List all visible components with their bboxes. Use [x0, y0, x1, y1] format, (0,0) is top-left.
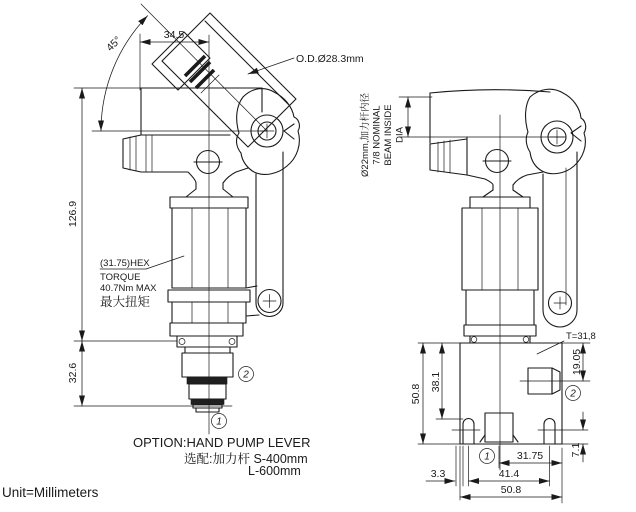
lever-angle-label: 45°	[104, 34, 124, 54]
hex-note-line1: (31.75)HEX	[100, 258, 150, 269]
hole-span-label: 41.4	[498, 468, 520, 480]
side-view	[359, 89, 596, 503]
bottom-port	[485, 413, 513, 442]
unit-note: Unit=Millimeters	[2, 485, 99, 500]
block-width-label: 50.8	[500, 484, 522, 496]
hex-note-line4: 最大扭矩	[100, 295, 151, 309]
front-dimensions	[67, 16, 364, 429]
front-view	[67, 4, 364, 434]
beam-note-line4: DIA	[394, 127, 406, 143]
port-to-edge-label: 31.75	[516, 450, 544, 462]
front-cartridge	[182, 35, 233, 434]
option-note-line2: 选配:加力杆 S-400mm	[184, 452, 308, 466]
lever-offset-label: 34.5	[163, 29, 185, 41]
oring-band	[187, 377, 227, 384]
option-note-line3: L-600mm	[248, 464, 301, 478]
thread-depth-label: T=31,8	[566, 331, 596, 342]
overall-height-label: 126.9	[67, 200, 79, 228]
hole-center-label: 38.1	[430, 371, 442, 393]
port-center-label: 19.05	[571, 348, 583, 376]
oring-band	[191, 399, 224, 405]
side-link-arm	[543, 152, 577, 327]
front-lever	[141, 4, 296, 147]
side-manifold-block	[418, 343, 590, 444]
edge-to-hole-label: 7.1	[570, 442, 582, 458]
front-marker-1: 1	[216, 416, 222, 428]
front-marker-2: 2	[243, 369, 249, 381]
hex-note-line3: 40.7Nm MAX	[100, 283, 157, 294]
edge-offset-label: 3.3	[430, 468, 446, 480]
beam-note-line1: Ø22mm,加力杆内径	[360, 93, 371, 177]
option-note-line1: OPTION:HAND PUMP LEVER	[133, 435, 311, 450]
lever-od-label: O.D.Ø28.3mm	[296, 53, 364, 65]
hex-note-line2: TORQUE	[100, 272, 141, 283]
cartridge-length-label: 32.6	[67, 362, 79, 384]
beam-note-line2: 7/8 NOMINAL	[371, 105, 383, 165]
front-link-arm	[246, 152, 283, 317]
block-height-label: 50.8	[410, 383, 422, 405]
front-head	[74, 88, 299, 183]
side-marker-2: 2	[570, 388, 576, 400]
notes	[2, 435, 310, 500]
beam-note-line3: BEAM INSIDE	[383, 104, 394, 166]
side-marker-1: 1	[484, 451, 490, 463]
side-valve-body	[400, 115, 566, 470]
